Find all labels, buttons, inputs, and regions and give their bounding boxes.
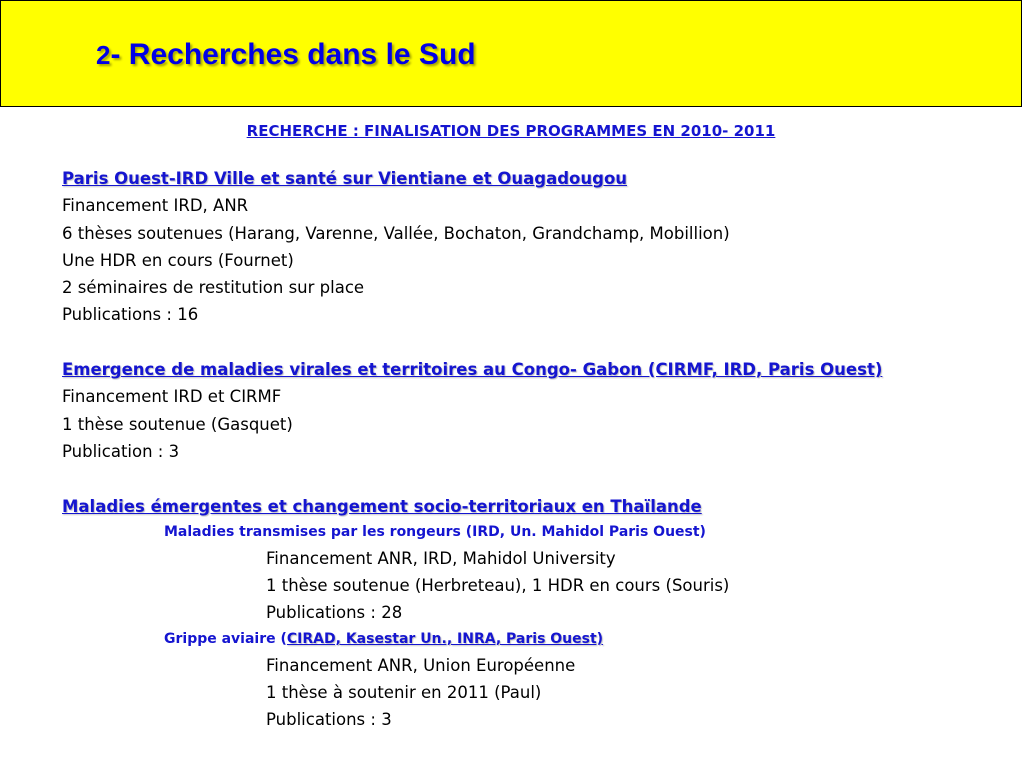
section-heading-congo-gabon: Emergence de maladies virales et territoires au Congo- Gabon (CIRMF, IRD, Paris Ouest) xyxy=(62,360,883,380)
slide-body xyxy=(62,165,1002,734)
subsection-line: Financement ANR, IRD, Mahidol University xyxy=(266,548,616,568)
subsection-line: Publications : 3 xyxy=(266,710,392,730)
section-line: Une HDR en cours (Fournet) xyxy=(62,250,294,270)
spacer xyxy=(62,465,1002,492)
section-line: Publications : 16 xyxy=(62,305,199,325)
section-line: Publication : 3 xyxy=(62,441,180,461)
subsection-heading-grippe-aviaire xyxy=(62,627,1002,652)
subsection-heading-text: Maladies transmises par les rongeurs (IRD, Un. Mahidol Paris Ouest) xyxy=(164,523,706,540)
subsection-heading-rongeurs xyxy=(62,520,1002,545)
page-title xyxy=(96,35,476,75)
section-line: 6 thèses soutenues (Harang, Varenne, Vallée, Bochaton, Grandchamp, Mobillion) xyxy=(62,223,730,243)
spacer xyxy=(62,329,1002,356)
subsection-heading-partners: CIRAD, Kasestar Un., INRA, Paris Ouest) xyxy=(286,630,604,647)
subsection-line: Financement ANR, Union Européenne xyxy=(266,655,576,675)
subsection-heading-text: Grippe aviaire ( xyxy=(164,630,287,647)
title-number: 2 xyxy=(96,40,111,70)
section-heading-thailande: Maladies émergentes et changement socio-territoriaux en Thaïlande xyxy=(62,496,702,516)
subsection-line: Publications : 28 xyxy=(266,603,403,623)
slide-subtitle: RECHERCHE : FINALISATION DES PROGRAMMES EN 2010- 2011 xyxy=(246,122,776,140)
title-text: - Recherches dans le Sud xyxy=(110,38,476,71)
subsection-line: 1 thèse à soutenir en 2011 (Paul) xyxy=(266,683,542,703)
subsection-line: 1 thèse soutenue (Herbreteau), 1 HDR en cours (Souris) xyxy=(266,576,730,596)
section-line: 1 thèse soutenue (Gasquet) xyxy=(62,414,293,434)
section-heading-vientiane-ouagadougou: Paris Ouest-IRD Ville et santé sur Vientiane et Ouagadougou xyxy=(62,169,628,188)
section-line: Financement IRD, ANR xyxy=(62,196,249,216)
section-line: 2 séminaires de restitution sur place xyxy=(62,278,365,298)
section-line: Financement IRD et CIRMF xyxy=(62,387,282,407)
